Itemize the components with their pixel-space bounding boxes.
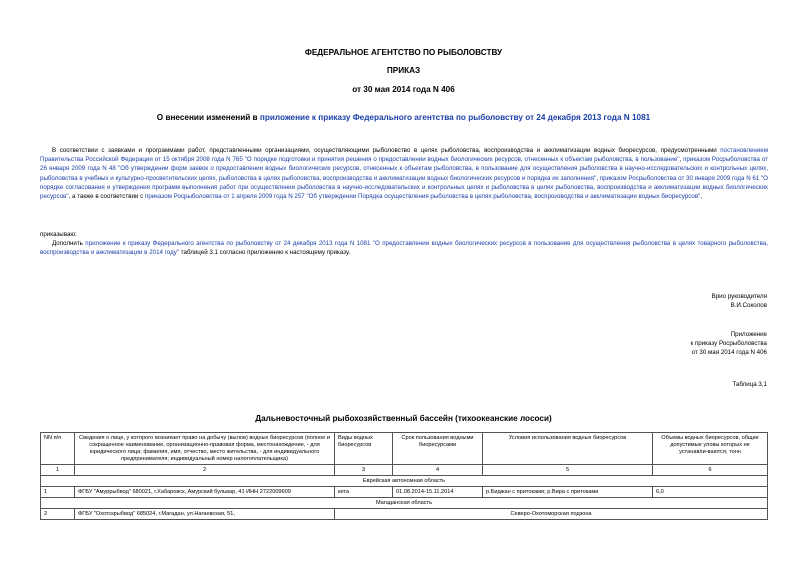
table-row xyxy=(41,509,768,520)
text-run: , а также в соответствии с xyxy=(68,193,145,201)
header-cell: Виды водных биоресурсов xyxy=(335,433,393,465)
header-cell: Срок пользования водными биоресурсами xyxy=(393,433,483,465)
doc-title-prefix: О внесении изменений в xyxy=(156,113,260,122)
agency-name: ФЕДЕРАЛЬНОЕ АГЕНТСТВО ПО РЫБОЛОВСТВУ xyxy=(304,48,503,57)
link-order-1081[interactable]: приложение к приказу Федерального агентства по рыболовству от 24 декабря 2013 года N 1081 "О предоставлении водных биологических ресурсов в пользование для осуществления рыболовства в целях товарного рыболовства, воспроизводства и акклиматизации в 2014 году" xyxy=(40,240,768,257)
row-number: 1 xyxy=(41,487,75,498)
link-decree-765[interactable]: постановлением Правительства Российской Федерации от 15 октября 2008 года N 765 "О порядке подготовки и принятия решения о предоставлении водных биологических ресурсов, отнесенных к объектам рыболовства, в пользование" xyxy=(40,147,768,164)
region-row xyxy=(41,476,768,487)
preamble xyxy=(40,146,768,201)
region-name: Магаданская область xyxy=(41,498,768,509)
column-number: 1 xyxy=(41,465,75,476)
order-word: приказываю: xyxy=(40,231,77,238)
signature-position: Врио руководителя xyxy=(711,293,767,300)
text-run: В соответствии с заявками и программами работ, представленными организациями, осуществляющими рыболовство в целях рыболовства, воспроизводства и акклиматизации водных биоресурсов, предусмотренными xyxy=(52,147,721,154)
table-header-row xyxy=(41,433,768,465)
order-section xyxy=(40,230,768,258)
link-order-61[interactable]: приказом Росрыболовства от 30 января 2009 года N 61 "О порядке согласования и утверждения программ выполнения работ при осуществлении рыболовства в научно-исследовательских и контрольных целях и рыболовства в целях рыболовства, воспроизводства и акклиматизации водных биологических ресурсов" xyxy=(40,174,768,201)
doc-type: ПРИКАЗ xyxy=(386,66,421,75)
appendix-line3: от 30 мая 2014 года N 406 xyxy=(691,348,767,356)
signature-block xyxy=(712,293,767,311)
appendix-line1: Приложение xyxy=(730,331,767,338)
row-number: 2 xyxy=(41,509,75,520)
row-conditions: р.Биджан с притоками; р.Вира с притоками xyxy=(483,487,653,498)
row-entity: ФГБУ "Охотскрыбвод" 685024, г.Магадан, ул.Нагаевская, 51, xyxy=(75,509,335,520)
row-entity: ФГБУ "Амуррыбвод" 680021, г.Хабаровск, Амурский бульвар, 41 ИНН 2722009609 xyxy=(75,487,335,498)
text-run: , xyxy=(679,156,684,164)
table-label: Таблица 3.1 xyxy=(732,381,767,388)
link-order-257[interactable]: приказом Росрыболовства от 1 апреля 2009 года N 257 "Об утверждении Порядка осуществления рыболовства в целях рыболовства, воспроизводства и акклиматизации водных биоресурсов" xyxy=(144,193,701,201)
column-number: 6 xyxy=(653,465,768,476)
header-cell: Сведения о лице, у которого возникает право на добычу (вылов) водных биоресурсов (полное и сокращенное наименование, организационно-правовая форма, местонахождение, - для юридического лица; фамилия, имя, отчество, место жительства, - для индивидуального предпринимателя; индивидуальный номер налогоплательщика) xyxy=(75,433,335,465)
quota-table xyxy=(40,432,768,520)
row-subzone: Северо-Охотоморская подзона xyxy=(335,509,768,520)
table-row xyxy=(41,487,768,498)
row-volume: 6,0 xyxy=(653,487,768,498)
column-number: 2 xyxy=(75,465,335,476)
row-period: 01.08.2014-15.11.2014 xyxy=(393,487,483,498)
header-cell: Объемы водных биоресурсов, общие допустимые уловы которых не устанавли-ваются, тонн xyxy=(653,433,768,465)
region-name: Еврейская автономная область xyxy=(41,476,768,487)
doc-title-link[interactable]: приложение к приказу Федерального агентства по рыболовству от 24 декабря 2013 года N 1081 xyxy=(259,113,651,122)
column-number: 3 xyxy=(335,465,393,476)
doc-title xyxy=(0,113,807,122)
region-row xyxy=(41,498,768,509)
row-species: кета xyxy=(335,487,393,498)
appendix-line2: к приказу Росрыболовства xyxy=(690,339,767,347)
text-run: , xyxy=(700,193,703,201)
header-cell: Условия использования водных биоресурсов xyxy=(483,433,653,465)
table-title: Дальневосточный рыбохозяйственный бассейн (тихоокеанские лососи) xyxy=(255,414,552,423)
signature-name: В.И.Соколов xyxy=(730,301,767,309)
column-number: 5 xyxy=(483,465,653,476)
link-order-48[interactable]: приказом Росрыболовства от 26 января 2009 года N 48 "Об утверждении форм заявок о предоставлении водных биологических ресурсов, отнесенных к объектам рыболовства, в пользование для осуществления рыболовства в научно-исследовательских и контрольных целях, рыболовства в учебных и культурно-просветительских целях, рыболовства в целях рыболовства, воспроизводства и акклиматизации водных биологических ресурсов и порядка их заполнения" xyxy=(40,156,768,182)
header-cell: NN п/п xyxy=(41,433,75,465)
column-number-row xyxy=(41,465,768,476)
order-paragraph xyxy=(40,239,768,257)
preamble-paragraph xyxy=(40,146,768,201)
column-number: 4 xyxy=(393,465,483,476)
text-run: Дополнить xyxy=(52,240,86,248)
text-run: , xyxy=(596,174,600,182)
appendix-block xyxy=(690,331,767,357)
text-run: таблицей 3.1 согласно приложению к настоящему приказу. xyxy=(179,249,351,257)
doc-date: от 30 мая 2014 года N 406 xyxy=(352,85,455,94)
